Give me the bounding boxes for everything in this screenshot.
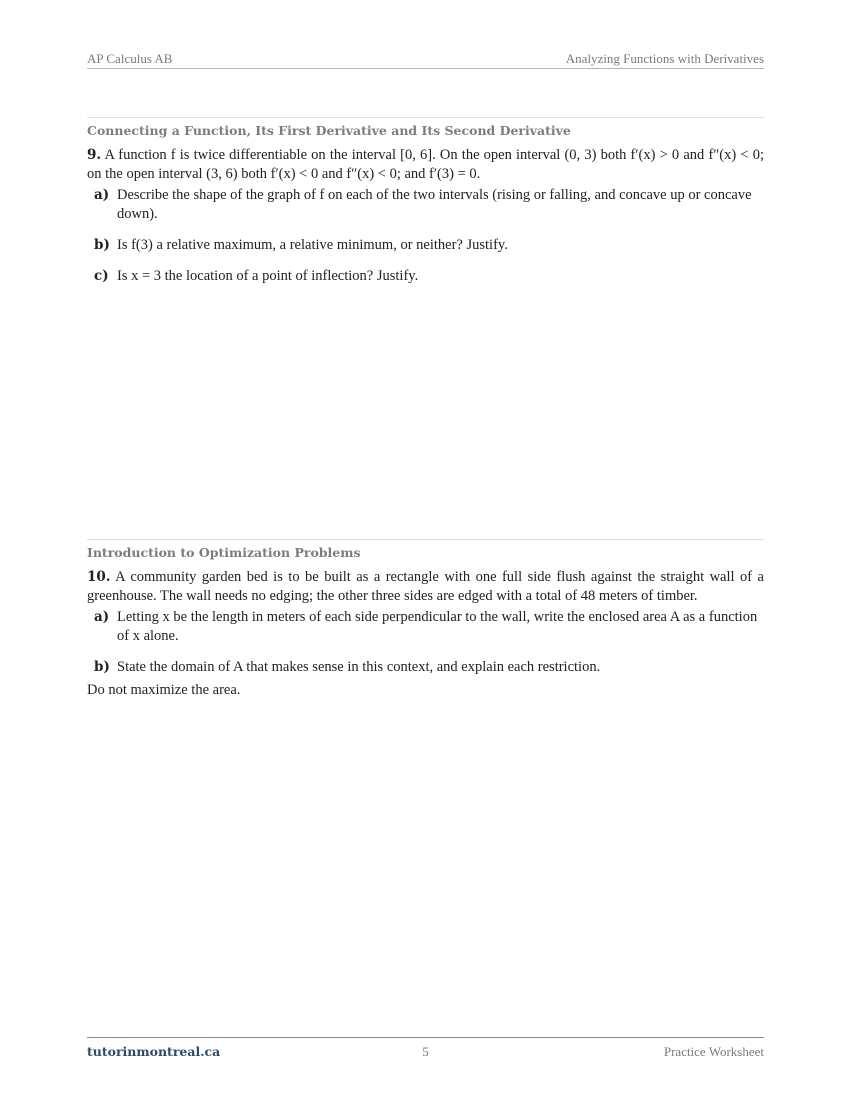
part-c [87, 267, 764, 286]
question-10 [87, 568, 764, 606]
part-a [87, 608, 764, 646]
part-label: b) [94, 237, 110, 253]
part-text: State the domain of A that makes sense in this context, and explain each restriction. [117, 659, 601, 675]
question-parts [87, 186, 764, 286]
page-header [87, 50, 764, 69]
site-link[interactable]: tutorinmontreal.ca [87, 1044, 221, 1059]
section-title: Introduction to Optimization Problems [87, 545, 361, 560]
part-text: Letting x be the length in meters of each side perpendicular to the wall, write the enclosed area A as a function of x alone. [117, 609, 758, 644]
question-number: 10. [87, 569, 111, 585]
question-parts [87, 608, 764, 677]
page-footer [87, 1037, 764, 1060]
part-label: c) [94, 268, 109, 284]
course-title: AP Calculus AB [87, 51, 173, 66]
page-number: 5 [422, 1044, 429, 1059]
instruction-note: Do not maximize the area. [87, 682, 241, 698]
part-text: Describe the shape of the graph of f on each of the two intervals (rising or falling, and concave up or concave down). [117, 187, 752, 222]
part-text: Is f(3) a relative maximum, a relative minimum, or neither? Justify. [117, 237, 508, 253]
question-text: A function f is twice differentiable on the interval [0, 6]. On the open interval (0, 3) both f′(x) > 0 and f″(x) < 0; on the open interval (3, 6) both f′(x) < 0 and f″(x) < 0; and f′(3) = 0. [87, 147, 765, 182]
question-number: 9. [87, 147, 102, 163]
section-title: Connecting a Function, Its First Derivative and Its Second Derivative [87, 123, 571, 138]
part-label: a) [94, 187, 110, 203]
section-optimization [87, 539, 764, 700]
footer-label: Practice Worksheet [663, 1044, 764, 1059]
part-b [87, 236, 764, 255]
part-text: Is x = 3 the location of a point of inflection? Justify. [117, 268, 419, 284]
question-text: A community garden bed is to be built as a rectangle with one full side flush against the straight wall of a greenhouse. The wall needs no edging; the other three sides are edged with a total of 48 meters of timber. [87, 569, 764, 604]
part-label: a) [94, 609, 110, 625]
part-b [87, 658, 764, 677]
unit-title: Analyzing Functions with Derivatives [565, 51, 764, 66]
part-label: b) [94, 659, 110, 675]
section-derivatives [87, 117, 764, 298]
question-9 [87, 146, 764, 184]
part-a [87, 186, 764, 224]
